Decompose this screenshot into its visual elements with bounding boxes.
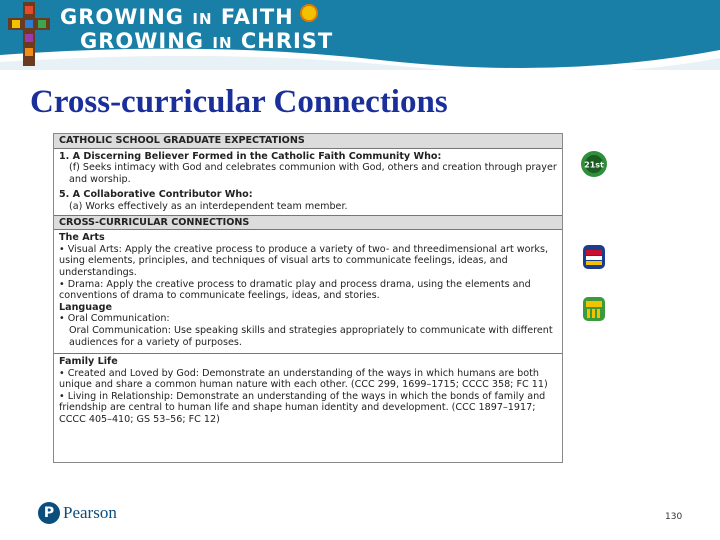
publisher-name: Pearson bbox=[63, 503, 117, 522]
expectation-5-title: 5. A Collaborative Contributor Who: bbox=[59, 189, 253, 201]
expectation-1-item: (f) Seeks intimacy with God and celebrates communion with God, others and creation through prayer and worship. bbox=[69, 162, 557, 185]
connections-block bbox=[54, 230, 562, 350]
page-number: 130 bbox=[665, 512, 683, 522]
cross-logo-icon bbox=[4, 0, 54, 70]
family-life-title: Family Life bbox=[59, 356, 118, 368]
banner-line-2: GROWING IN CHRIST bbox=[80, 29, 334, 53]
sunflower-icon bbox=[300, 4, 318, 22]
family-life-block bbox=[54, 354, 562, 428]
arts-visual-item: • Visual Arts: Apply the creative process to produce a variety of two- and threedimensional art works, using elements, principles, and techniques of visual arts to communicate feelings, ideas, and understandings. bbox=[59, 243, 549, 278]
expectations-header: CATHOLIC SCHOOL GRADUATE EXPECTATIONS bbox=[54, 134, 562, 149]
school-flag-icon bbox=[582, 296, 606, 322]
pearson-logo-icon: P bbox=[38, 502, 60, 524]
family-life-item-1: • Created and Loved by God: Demonstrate an understanding of the ways in which humans are both unique and share a common human nature with each other. (CCC 299, 1699–1715; CCCC 358; FC 11) bbox=[59, 367, 548, 391]
language-oral-text: Oral Communication: Use speaking skills and strategies appropriately to communicate with different audiences for a variety of purposes. bbox=[69, 324, 553, 348]
language-oral-label: • Oral Communication: bbox=[59, 313, 170, 325]
expectations-block bbox=[54, 149, 562, 215]
curriculum-document bbox=[53, 133, 563, 463]
provincial-crest-icon bbox=[582, 244, 606, 270]
banner-line-1: GROWING IN FAITH bbox=[60, 4, 318, 29]
expectation-5-item: (a) Works effectively as an interdependent team member. bbox=[69, 200, 348, 212]
arts-title: The Arts bbox=[59, 232, 105, 244]
twenty-first-century-icon bbox=[580, 150, 608, 178]
page-title: Cross-curricular Connections bbox=[30, 84, 448, 120]
pearson-brand bbox=[38, 502, 117, 524]
expectation-1-title: 1. A Discerning Believer Formed in the Catholic Faith Community Who: bbox=[59, 150, 442, 162]
svg-text:21st: 21st bbox=[584, 160, 604, 170]
arts-drama-item: • Drama: Apply the creative process to dramatic play and process drama, using the elements and conventions of drama to communicate feelings, ideas, and stories. bbox=[59, 278, 531, 302]
family-life-item-2: • Living in Relationship: Demonstrate an understanding of the ways in which the bonds of family and friendship are central to human life and shape human identity and development. (CCC 1897–1917; CCCC 405–410; GS 53–56; FC 12) bbox=[59, 390, 546, 426]
connections-header: CROSS-CURRICULAR CONNECTIONS bbox=[54, 215, 562, 231]
header-banner bbox=[0, 0, 720, 70]
language-title: Language bbox=[59, 301, 112, 313]
